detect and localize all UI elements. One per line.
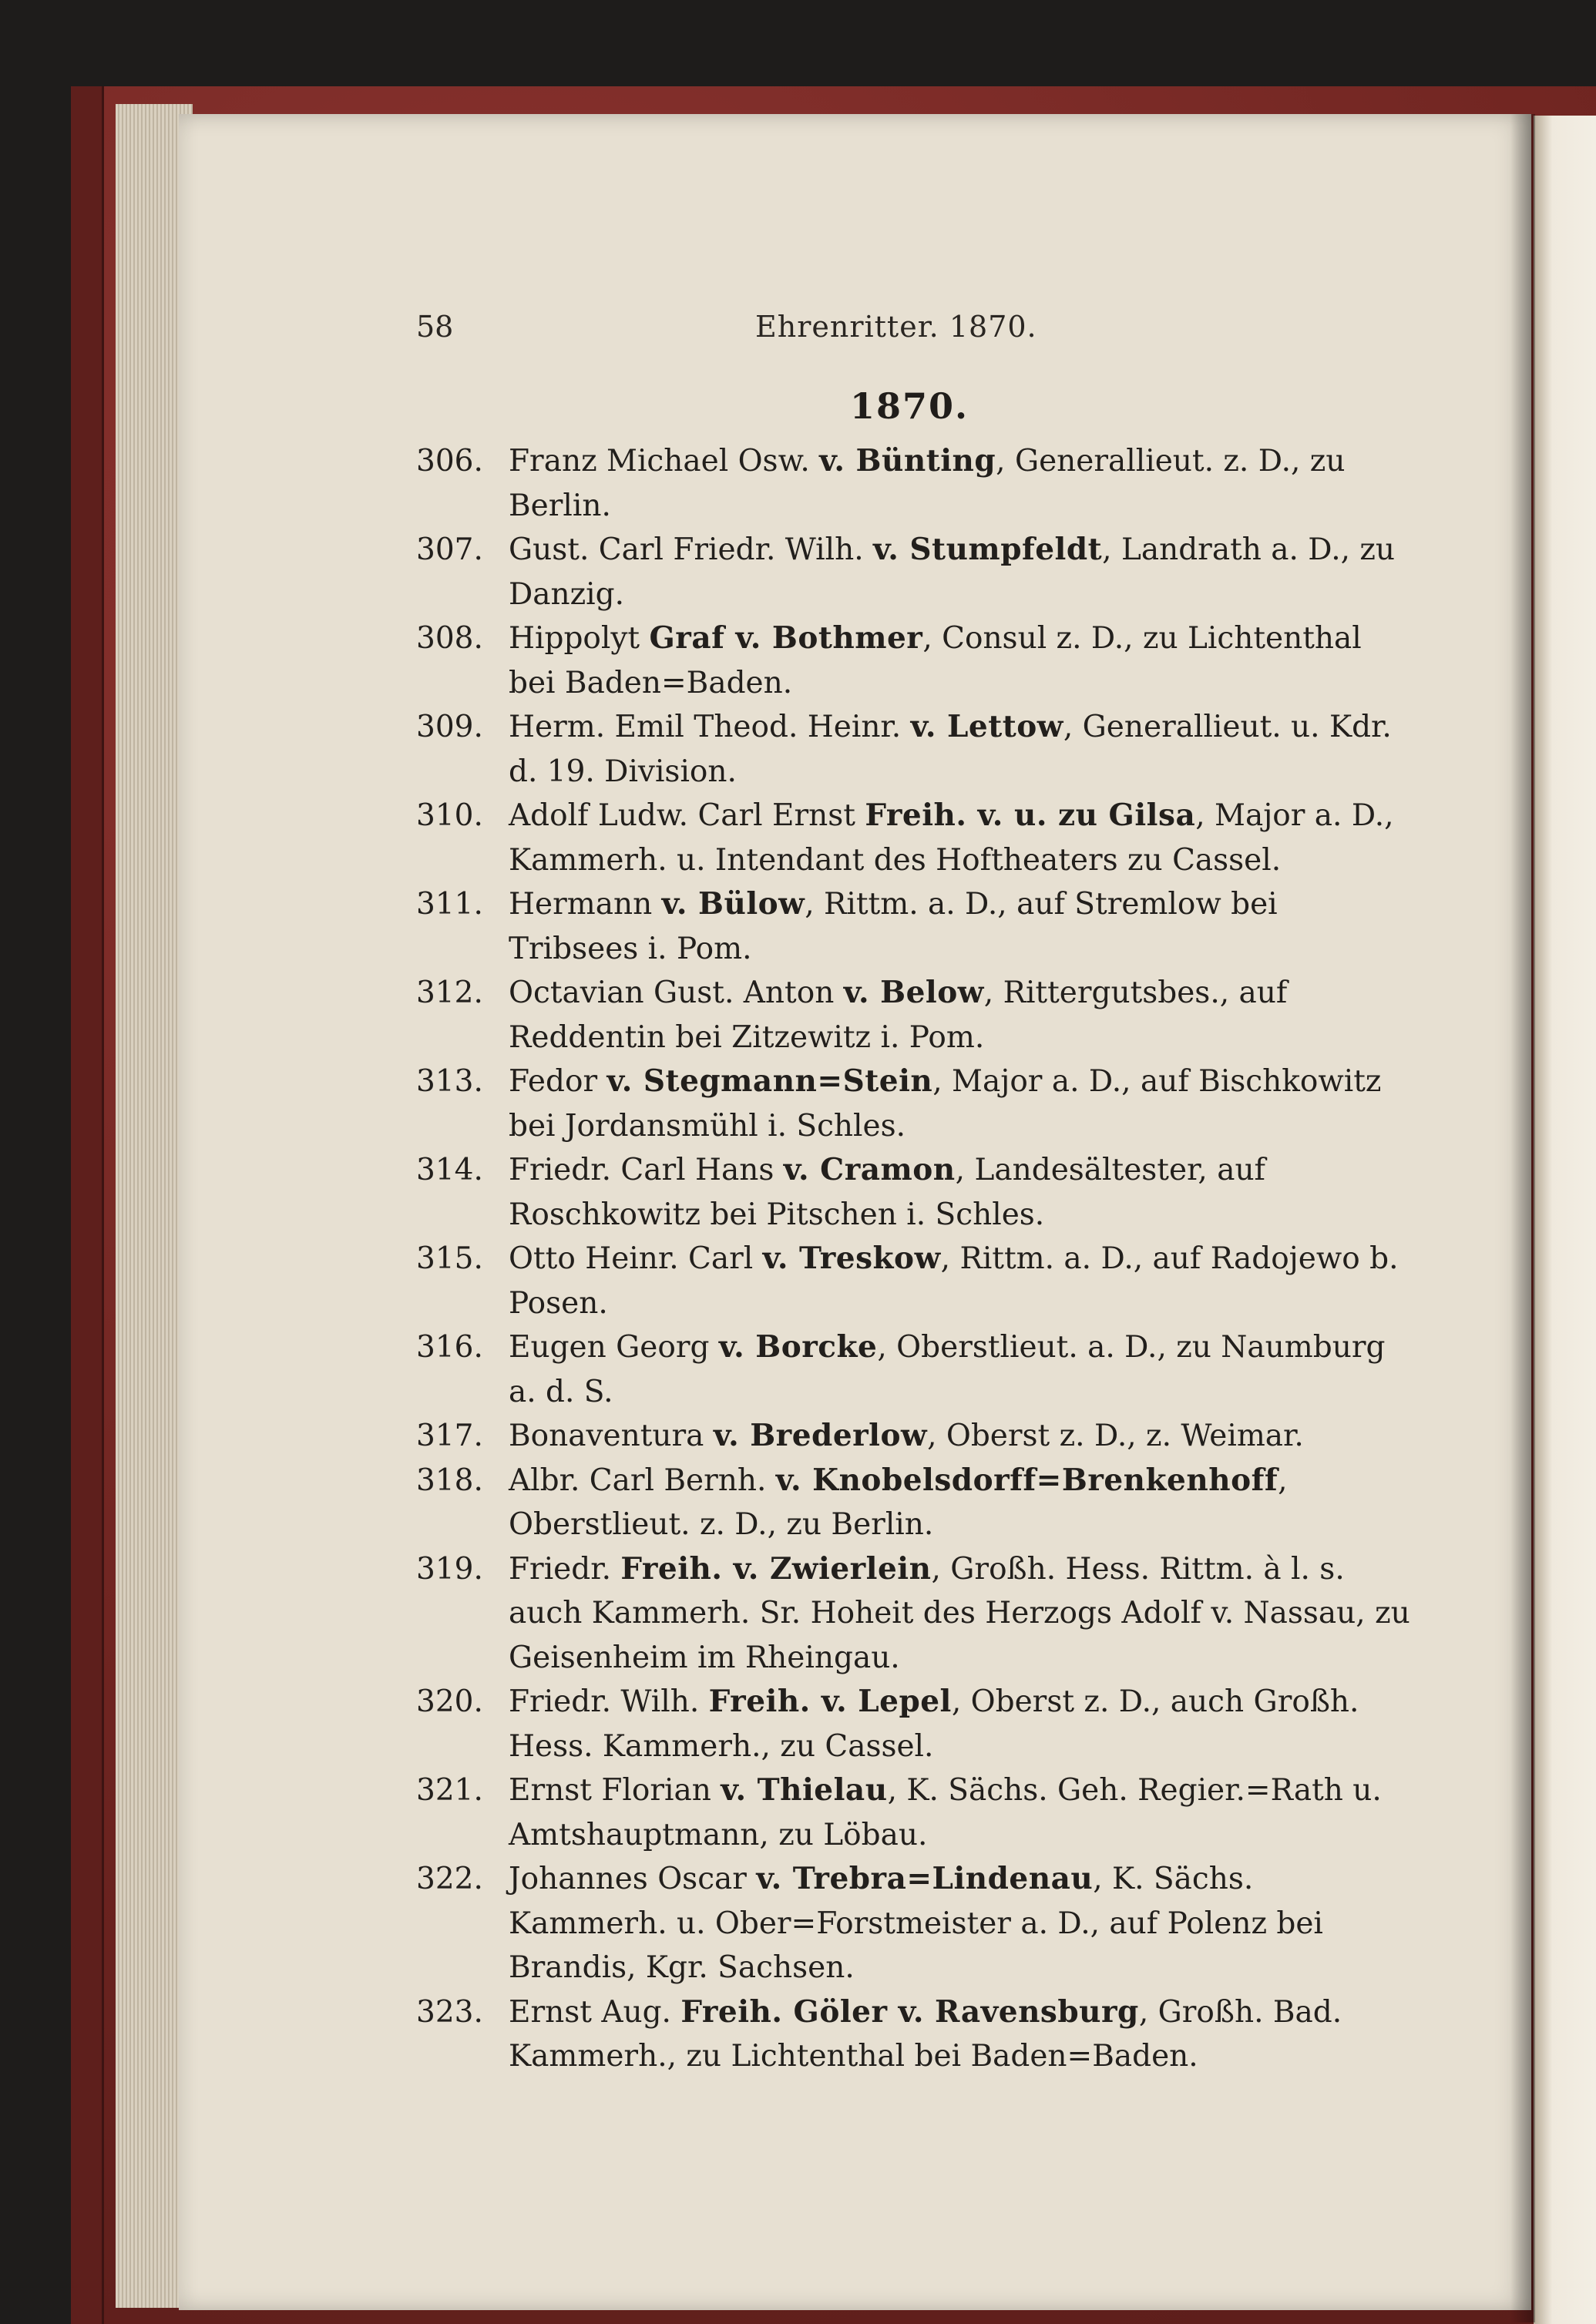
entry-surname: v. Bünting (819, 443, 996, 479)
entry-given-names: Franz Michael Osw. (509, 444, 820, 479)
entry-details: , Rittergutsbes., auf Reddentin bei Zitzewitz i. Pom. (509, 976, 1288, 1055)
entry-surname: Freih. Göler v. Ravensburg (680, 1993, 1139, 2030)
entry-given-names: Fedor (509, 1064, 607, 1099)
list-item (416, 1325, 1410, 1414)
list-item (416, 1547, 1410, 1681)
entry-given-names: Friedr. Wilh. (509, 1684, 709, 1719)
entry-surname: v. Stegmann=Stein (606, 1063, 933, 1099)
entry-text (509, 1547, 1410, 1681)
entry-surname: v. Stumpfeldt (873, 532, 1103, 567)
list-item (416, 1768, 1410, 1857)
entry-given-names: Otto Heinr. Carl (509, 1241, 763, 1276)
entry-given-names: Octavian Gust. Anton (509, 976, 844, 1010)
entry-number: 307. (416, 532, 483, 567)
list-item (416, 1680, 1410, 1768)
entry-details: , Major a. D., auf Bischkowitz bei Jordansmühl i. Schles. (509, 1064, 1382, 1144)
entry-number: 318. (416, 1463, 483, 1498)
entry-given-names: Johannes Oscar (509, 1862, 757, 1896)
cover-edge (71, 86, 104, 2324)
entry-text (509, 1060, 1410, 1148)
entry-text (509, 439, 1410, 528)
page-number: 58 (416, 310, 454, 344)
entry-number: 321. (416, 1773, 483, 1808)
entry-number: 313. (416, 1064, 483, 1099)
entry-surname: v. Trebra=Lindenau (756, 1861, 1094, 1896)
list-item (416, 705, 1410, 794)
entry-details: , Generallieut. u. Kdr. d. 19. Division. (509, 710, 1392, 789)
entry-text (509, 1990, 1410, 2079)
entry-text (509, 1459, 1410, 1547)
entry-text (509, 1148, 1410, 1237)
entry-number: 311. (416, 887, 483, 922)
entry-text (509, 794, 1410, 882)
entry-details: , Rittm. a. D., auf Stremlow bei Tribsees i. Pom. (509, 887, 1278, 966)
entry-number: 309. (416, 710, 483, 744)
list-item (416, 1148, 1410, 1237)
entry-surname: Graf v. Bothmer (649, 620, 923, 656)
list-item (416, 882, 1410, 971)
list-item (416, 1237, 1410, 1325)
list-item (416, 1857, 1410, 1990)
list-item (416, 971, 1410, 1060)
facing-page-edge (1534, 116, 1596, 2324)
entry-details: , Landrath a. D., zu Danzig. (509, 532, 1396, 612)
list-item (416, 1459, 1410, 1547)
entry-text (509, 1414, 1410, 1459)
list-item (416, 1414, 1410, 1459)
entry-details: , Oberst z. D., z. Weimar. (927, 1419, 1304, 1453)
entry-text (509, 1325, 1410, 1414)
entry-surname: v. Cramon (783, 1152, 956, 1187)
entry-text (509, 705, 1410, 794)
section-title: 1870. (849, 385, 969, 427)
entry-surname: v. Lettow (910, 709, 1063, 744)
entry-number: 317. (416, 1419, 483, 1453)
entry-number: 320. (416, 1684, 483, 1719)
entry-details: , Oberstlieut. z. D., zu Berlin. (509, 1463, 1288, 1542)
entry-surname: Freih. v. Lepel (708, 1684, 952, 1719)
entry-number: 319. (416, 1551, 483, 1587)
entry-details: , Großh. Bad. Kammerh., zu Lichtenthal bei Baden=Baden. (509, 1994, 1342, 2074)
list-item (416, 1990, 1410, 2079)
entry-surname: v. Brederlow (713, 1418, 928, 1453)
entry-number: 310. (416, 798, 483, 833)
entry-given-names: Ernst Florian (509, 1773, 721, 1808)
entry-list (416, 439, 1410, 2079)
entry-text (509, 971, 1410, 1060)
entry-details: , Consul z. D., zu Lichtenthal bei Baden=Baden. (509, 621, 1362, 700)
entry-number: 315. (416, 1241, 483, 1276)
entry-given-names: Herm. Emil Theod. Heinr. (509, 710, 911, 744)
entry-number: 312. (416, 976, 483, 1010)
entry-text (509, 1768, 1410, 1857)
entry-text (509, 1680, 1410, 1768)
entry-given-names: Adolf Ludw. Carl Ernst (509, 798, 865, 833)
page-header (416, 310, 1403, 356)
entry-details: , Major a. D., Kammerh. u. Intendant des Hoftheaters zu Cassel. (509, 798, 1394, 878)
entry-surname: Freih. v. Zwierlein (620, 1550, 932, 1587)
entry-text (509, 1237, 1410, 1325)
entry-given-names: Ernst Aug. (509, 1994, 681, 2030)
entry-given-names: Albr. Carl Bernh. (509, 1463, 776, 1498)
entry-surname: v. Thielau (721, 1772, 888, 1808)
entry-number: 316. (416, 1330, 483, 1365)
entry-text (509, 1857, 1410, 1990)
entry-text (509, 528, 1410, 616)
entry-given-names: Eugen Georg (509, 1330, 719, 1365)
entry-surname: Freih. v. u. zu Gilsa (865, 798, 1196, 833)
entry-number: 308. (416, 621, 483, 656)
entry-surname: v. Below (843, 975, 984, 1010)
entry-number: 322. (416, 1862, 483, 1896)
list-item (416, 794, 1410, 882)
page-gutter-shadow (1510, 114, 1535, 2322)
entry-given-names: Bonaventura (509, 1419, 714, 1453)
entry-given-names: Friedr. (509, 1551, 621, 1587)
list-item (416, 439, 1410, 528)
entry-details: , Oberstlieut. a. D., zu Naumburg a. d. S. (509, 1330, 1386, 1409)
list-item (416, 528, 1410, 616)
list-item (416, 1060, 1410, 1148)
entry-surname: v. Bülow (661, 886, 805, 922)
entry-given-names: Hippolyt (509, 621, 650, 656)
entry-surname: v. Knobelsdorff=Brenkenhoff (775, 1462, 1278, 1498)
entry-details: , K. Sächs. Geh. Regier.=Rath u. Amtshauptmann, zu Löbau. (509, 1773, 1382, 1852)
entry-number: 314. (416, 1153, 483, 1187)
entry-details: , Landesältester, auf Roschkowitz bei Pitschen i. Schles. (509, 1153, 1265, 1232)
entry-details: , Rittm. a. D., auf Radojewo b. Posen. (509, 1241, 1399, 1321)
entry-details: , Oberst z. D., auch Großh. Hess. Kammerh., zu Cassel. (509, 1684, 1359, 1764)
entry-details: , Generallieut. z. D., zu Berlin. (509, 444, 1346, 523)
entry-details: , Großh. Hess. Rittm. à l. s. auch Kammerh. Sr. Hoheit des Herzogs Adolf v. Nassau, zu Geisenheim im Rheingau. (509, 1551, 1410, 1675)
entry-given-names: Friedr. Carl Hans (509, 1153, 784, 1187)
entry-details: , K. Sächs. Kammerh. u. Ober=Forstmeister a. D., auf Polenz bei Brandis, Kgr. Sachsen. (509, 1862, 1323, 1985)
entry-text (509, 616, 1410, 705)
entry-surname: v. Borcke (718, 1329, 878, 1365)
list-item (416, 616, 1410, 705)
entry-number: 323. (416, 1994, 483, 2030)
running-head: Ehrenritter. 1870. (755, 310, 1037, 344)
entry-number: 306. (416, 444, 483, 479)
entry-given-names: Hermann (509, 887, 662, 922)
entry-text (509, 882, 1410, 971)
entry-given-names: Gust. Carl Friedr. Wilh. (509, 532, 873, 567)
entry-surname: v. Treskow (762, 1241, 941, 1276)
